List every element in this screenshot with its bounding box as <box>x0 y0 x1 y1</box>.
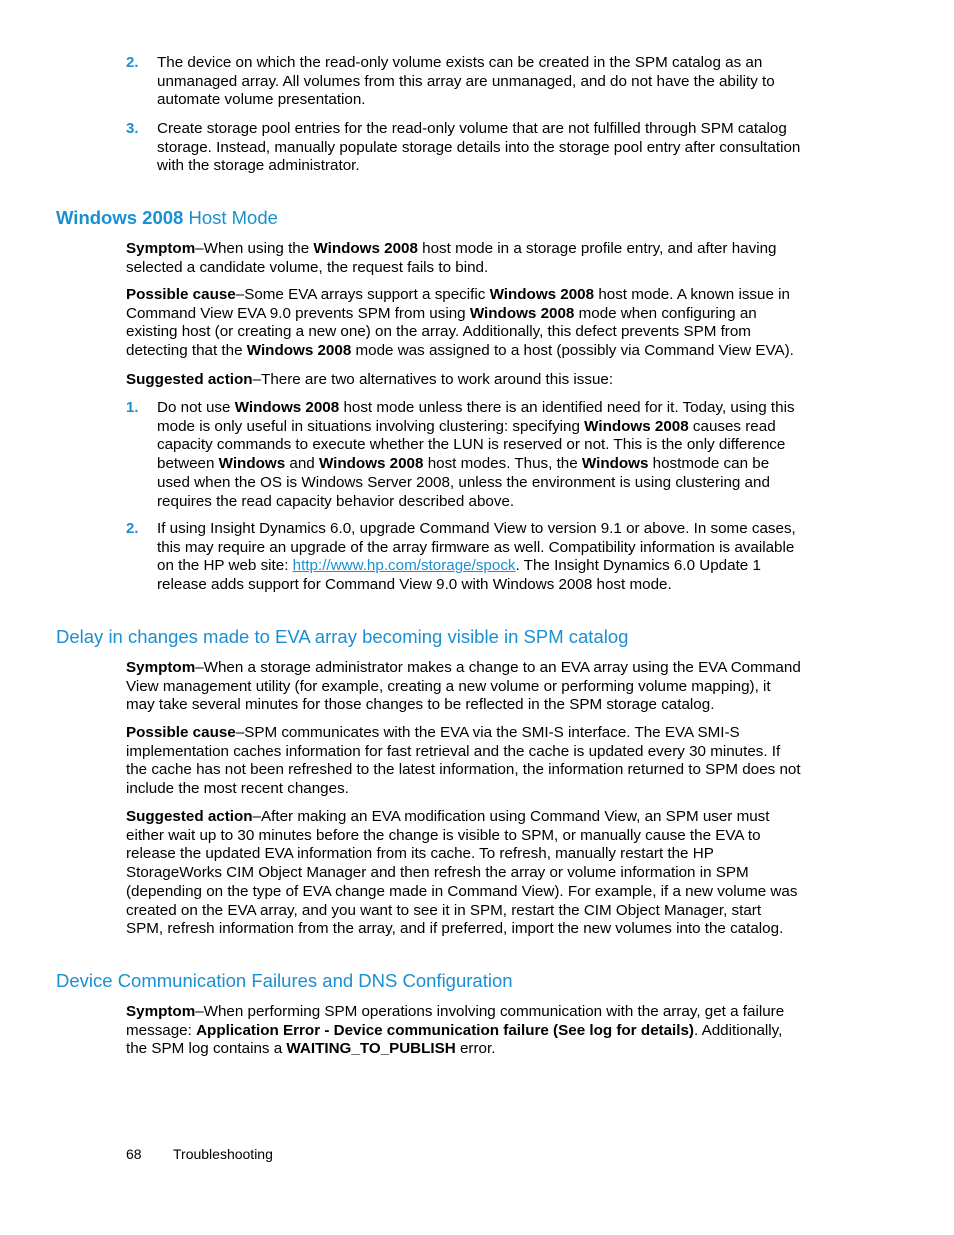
heading-bold-part: Windows 2008 <box>56 207 184 228</box>
symptom-label: Symptom <box>126 240 196 257</box>
cause-paragraph <box>126 724 802 799</box>
cause-label: Possible cause <box>126 286 236 303</box>
section-heading-device-communication: Device Communication Failures and DNS Configuration <box>56 970 513 991</box>
text-run: –There are two alternatives to work around this issue: <box>252 371 614 388</box>
action-paragraph <box>126 371 802 390</box>
text-run: causes read capacity commands to execute whether the LUN is reserved or not. This is the only difference between <box>157 417 786 473</box>
text-run: mode was assigned to a host (possibly via Command View EVA). <box>351 342 794 360</box>
text-run: host mode. A known issue in Command View EVA 9.0 prevents SPM from using <box>126 286 790 322</box>
action-label: Suggested action <box>126 808 253 825</box>
text-run: host mode in a storage profile entry, and after having selected a candidate volume, the request fails to bind. <box>126 240 777 276</box>
text-run: –After making an EVA modification using Command View, an SPM user must either wait up to 30 minutes before the change is visible to SPM, or manually cause the EVA to release the updated EVA information from its cache. To refresh, manually restart the HP StorageWorks CIM Object Manager and then refresh the array or volume information in SPM (depending on the type of EVA change made in Command View). For example, if a new volume was created on the EVA array, and you want to see it in SPM, restart the CIM Object Manager, start SPM, refresh information from the array, and if preferred, import the new volumes into the catalog. <box>126 808 798 938</box>
bold-term: Windows 2008 <box>234 399 340 416</box>
bold-term: Windows 2008 <box>313 240 418 257</box>
action-paragraph <box>126 808 802 939</box>
bold-term: Windows 2008 <box>318 455 424 473</box>
bold-term: Windows 2008 <box>469 304 575 322</box>
symptom-paragraph <box>126 1003 802 1059</box>
text-run: –When performing SPM operations involving communication with the array, get a failure message: <box>126 1003 785 1039</box>
hp-spock-link[interactable]: http://www.hp.com/storage/spock <box>292 557 516 575</box>
list-item-text: Create storage pool entries for the read-only volume that are not fulfilled through SPM catalog storage. Instead, manually populate storage details into the storage pool entry after consultation with the storage administrator. <box>157 120 801 175</box>
cause-paragraph <box>126 286 802 361</box>
text-run: Do not use <box>157 399 235 416</box>
text-run: mode when configuring an existing host (or creating a new one) on the array. Additionally, this defect prevents SPM from detecting that the <box>126 304 757 360</box>
text-run: . Additionally, the SPM log contains a <box>126 1021 783 1058</box>
text-run: –Some EVA arrays support a specific <box>235 286 490 303</box>
list-number: 3. <box>126 120 139 137</box>
list-number: 2. <box>126 54 139 71</box>
symptom-paragraph <box>126 240 802 277</box>
page-number: 68 <box>126 1146 142 1162</box>
text-run: –SPM communicates with the EVA via the SMI-S interface. The EVA SMI-S implementation caches information for fast retrieval and the cache is updated every 30 minutes. If the cache has not been refreshed to the latest information, the information returned to SPM does not include the most recent changes. <box>126 724 801 798</box>
text-run: –When a storage administrator makes a change to an EVA array using the EVA Command View management utility (for example, creating a new volume or performing volume mapping), it may take several minutes for those changes to be reflected in the SPM storage catalog. <box>126 659 801 714</box>
cause-label: Possible cause <box>126 724 236 741</box>
text-run: –When using the <box>195 240 314 257</box>
text-run: and <box>285 455 319 473</box>
bold-term: Windows <box>581 455 649 473</box>
text-run: If using Insight Dynamics 6.0, upgrade Command View to version 9.1 or above. In some cases, this may require an upgrade of the array firmware as well. Compatibility information is available on the HP web site: <box>157 520 796 575</box>
symptom-label: Symptom <box>126 1003 196 1020</box>
text-run: . The Insight Dynamics 6.0 Update 1 release adds support for Command View 9.0 with Windows 2008 host mode. <box>157 557 761 594</box>
bold-term: WAITING_TO_PUBLISH <box>286 1040 456 1058</box>
text-run: host modes. Thus, the <box>423 455 582 473</box>
bold-term: Windows 2008 <box>246 342 352 360</box>
list-item-text <box>157 399 802 511</box>
text-run: hostmode can be used when the OS is Windows Server 2008, unless the environment is using clustering and requires the read capacity behavior described above. <box>157 455 770 510</box>
heading-rest: Host Mode <box>183 207 278 228</box>
action-label: Suggested action <box>126 371 253 388</box>
bold-term: Application Error - Device communication failure (See log for details) <box>196 1021 694 1039</box>
footer-section-name: Troubleshooting <box>173 1146 273 1162</box>
list-number: 1. <box>126 399 139 416</box>
text-run: error. <box>455 1040 496 1058</box>
list-number: 2. <box>126 520 139 537</box>
bold-term: Windows 2008 <box>489 286 595 303</box>
symptom-paragraph <box>126 659 802 715</box>
list-item-text <box>157 520 802 595</box>
section-heading-windows-2008 <box>56 207 278 229</box>
bold-term: Windows 2008 <box>584 417 689 435</box>
list-item-text: The device on which the read-only volume exists can be created in the SPM catalog as an unmanaged array. All volumes from this array are unmanaged, and do not have the ability to automate volume presentation. <box>157 54 775 109</box>
symptom-label: Symptom <box>126 659 196 676</box>
section-heading-eva-delay: Delay in changes made to EVA array becoming visible in SPM catalog <box>56 626 629 647</box>
bold-term: Windows <box>218 455 286 473</box>
text-run: host mode unless there is an identified need for it. Today, using this mode is only useful in situations involving clustering: specifying <box>157 399 795 435</box>
